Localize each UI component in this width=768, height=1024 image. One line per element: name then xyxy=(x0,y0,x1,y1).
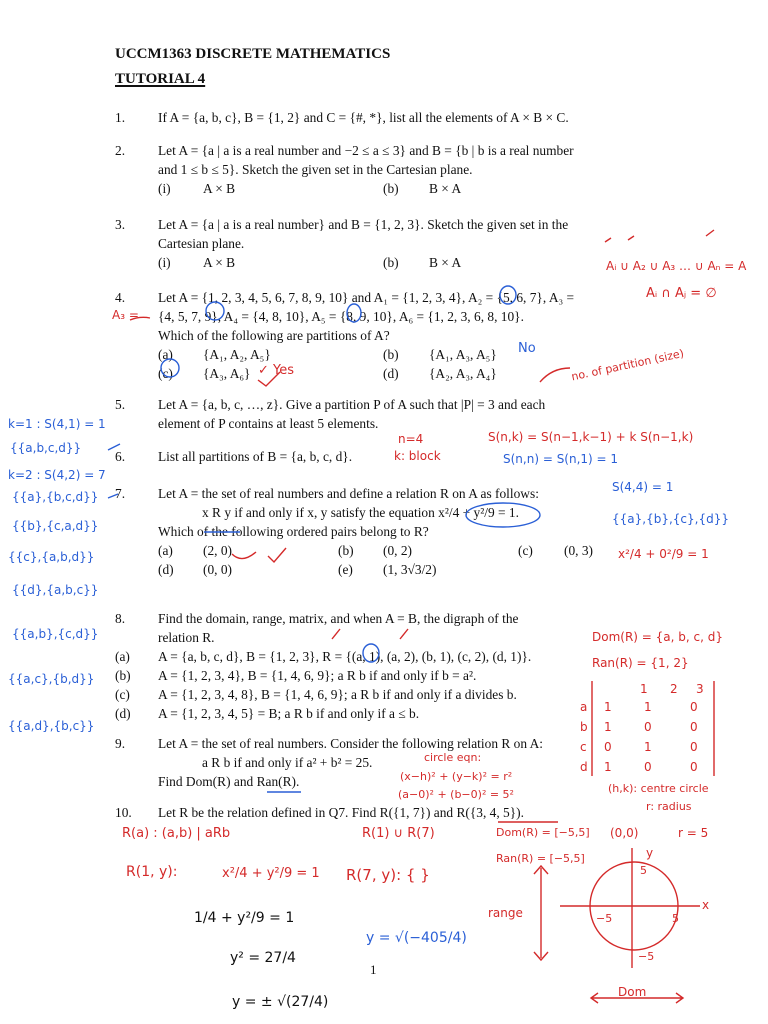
question-number: 6. xyxy=(115,449,126,464)
hw-range-label: range xyxy=(488,906,523,920)
question-text: Let A = the set of real numbers and define a relation R on A as follows: xyxy=(158,486,539,501)
hw-left-k1-set: {{a,b,c,d}} xyxy=(10,441,82,455)
hw-matrix-row-b-label: b xyxy=(580,720,588,734)
question-text: Cartesian plane. xyxy=(158,236,245,251)
option-text: (0, 0) xyxy=(203,562,233,577)
hw-q4-a3: A₃ = xyxy=(112,308,139,322)
hw-work-4: y = √(−405/4) xyxy=(366,930,467,946)
hw-work-1: 1/4 + y²/9 = 1 xyxy=(194,910,295,926)
tutorial-title: TUTORIAL 4 xyxy=(115,71,206,87)
option-label: (b) xyxy=(383,255,399,270)
option-label: (d) xyxy=(383,366,399,381)
hw-q6-n: n=4 xyxy=(398,432,424,446)
question-3 xyxy=(115,215,635,272)
question-6 xyxy=(115,447,635,466)
question-number: 10. xyxy=(115,805,132,820)
hw-dom-label: Dom xyxy=(618,985,647,999)
hw-s44-set: {{a},{b},{c},{d}} xyxy=(612,512,729,526)
hw-matrix-cell: 0 xyxy=(644,760,652,774)
hw-matrix-row-d-label: d xyxy=(580,760,588,774)
hw-q10-def: R(a) : (a,b) | aRb xyxy=(122,826,231,841)
sub-question-b xyxy=(115,666,635,685)
sub-label: (b) xyxy=(115,668,131,683)
hw-matrix-cell: 1 xyxy=(644,740,652,754)
hw-q9-eq1: (x−h)² + (y−k)² = r² xyxy=(400,770,513,783)
question-text: Find Dom(R) and Ran(R). xyxy=(158,774,300,789)
sub-label: (d) xyxy=(115,706,131,721)
question-number: 9. xyxy=(115,736,126,751)
hw-tick-left: −5 xyxy=(596,912,613,925)
sub-label: (a) xyxy=(115,649,130,664)
question-2 xyxy=(115,141,635,198)
question-number: 7. xyxy=(115,486,126,501)
option-row xyxy=(158,364,635,383)
hw-q5-note: no. of partition (size) xyxy=(570,346,686,384)
option-label: (b) xyxy=(383,181,399,196)
question-text: Let R be the relation defined in Q7. Find R({1, 7}) and R({3, 4, 5}). xyxy=(158,805,524,820)
hw-matrix-cell: 0 xyxy=(644,720,652,734)
hw-matrix-row-a-label: a xyxy=(580,700,588,714)
question-7 xyxy=(115,484,635,579)
sub-question-c xyxy=(115,685,635,704)
hw-q8-dom: Dom(R) = {a, b, c, d} xyxy=(592,630,723,644)
hw-work-3: y = ± √(27/4) xyxy=(232,994,329,1010)
question-5 xyxy=(115,395,635,433)
hw-q4-no: No xyxy=(518,341,536,356)
hw-left-k1: k=1 : S(4,1) = 1 xyxy=(8,417,106,431)
option-label: (c) xyxy=(518,543,533,558)
option-label: (c) xyxy=(158,366,173,381)
hw-matrix-cell: 0 xyxy=(690,760,698,774)
option-row xyxy=(158,179,635,198)
hw-work-2: y² = 27/4 xyxy=(230,950,296,966)
question-text: Find the domain, range, matrix, and when A = B, the digraph of the xyxy=(158,611,519,626)
option-row xyxy=(158,560,635,579)
question-text: x R y if and only if x, y satisfy the equation x²/4 + y²/9 = 1. xyxy=(202,505,519,520)
hw-q10-r1-eq: x²/4 + y²/9 = 1 xyxy=(222,866,320,881)
hw-matrix-row-c-label: c xyxy=(580,740,587,754)
option-text: {A₃, A₆} xyxy=(203,366,251,381)
option-text: B × A xyxy=(429,181,462,196)
hw-q10-r7: R(7, y): { } xyxy=(346,866,430,884)
hw-q9-r5: r = 5 xyxy=(678,826,709,840)
question-text: relation R. xyxy=(158,630,215,645)
hw-left-set-1: {{a},{b,c,d}} xyxy=(12,490,99,504)
hw-tick-bottom: −5 xyxy=(638,950,655,963)
question-9 xyxy=(115,734,635,791)
hw-stirling-base: S(n,n) = S(n,1) = 1 xyxy=(503,452,619,466)
hw-matrix-col-2: 2 xyxy=(670,682,678,696)
question-number: 5. xyxy=(115,397,126,412)
hw-matrix-cell: 0 xyxy=(690,700,698,714)
sub-question-d xyxy=(115,704,635,723)
sub-text: A = {1, 2, 3, 4, 8}, B = {1, 4, 6, 9}; a R b if and only if a divides b. xyxy=(158,687,517,702)
hw-q4-yes: ✓ Yes xyxy=(258,363,295,378)
hw-matrix-cell: 1 xyxy=(604,760,612,774)
option-row xyxy=(158,541,635,560)
hw-stirling-recurrence: S(n,k) = S(n−1,k−1) + k S(n−1,k) xyxy=(488,430,694,444)
question-text: element of P contains at least 5 elements. xyxy=(158,416,379,431)
hw-matrix-cell: 0 xyxy=(690,740,698,754)
option-text: (0, 3) xyxy=(564,543,594,558)
hw-matrix-cell: 1 xyxy=(644,700,652,714)
hw-q9-origin: (0,0) xyxy=(610,826,639,840)
question-text: Let A = {a, b, c, …, z}. Give a partition P of A such that |P| = 3 and each xyxy=(158,397,546,412)
option-label: (a) xyxy=(158,347,173,362)
course-title: UCCM1363 DISCRETE MATHEMATICS xyxy=(115,46,391,62)
hw-left-set-6: {{a,c},{b,d}} xyxy=(8,672,95,686)
option-row xyxy=(158,345,635,364)
question-8 xyxy=(115,609,635,723)
hw-q4-intersection: Aᵢ ∩ Aⱼ = ∅ xyxy=(646,286,717,301)
option-label: (b) xyxy=(338,543,354,558)
question-number: 3. xyxy=(115,217,126,232)
sub-question-a xyxy=(115,647,635,666)
question-number: 2. xyxy=(115,143,126,158)
hw-q9-radius: r: radius xyxy=(646,800,692,813)
question-4 xyxy=(115,288,635,383)
option-label: (i) xyxy=(158,255,171,270)
hw-q6-k: k: block xyxy=(394,449,441,463)
hw-q4-union: Aᵢ ∪ A₂ ∪ A₃ … ∪ Aₙ = A xyxy=(606,259,747,273)
hw-left-set-2: {{b},{c,a,d}} xyxy=(12,519,99,533)
question-text: Let A = {a | a is a real number and −2 ≤ a ≤ 3} and B = {b | b is a real number xyxy=(158,143,574,158)
hw-matrix-cell: 1 xyxy=(604,700,612,714)
option-text: A × B xyxy=(203,181,236,196)
option-text: (2, 0) xyxy=(203,543,233,558)
sub-text: A = {a, b, c, d}, B = {1, 2, 3}, R = {(a, 1), (a, 2), (b, 1), (c, 2), (d, 1)}. xyxy=(158,649,532,664)
hw-s44: S(4,4) = 1 xyxy=(612,480,674,494)
hw-matrix-cell: 0 xyxy=(690,720,698,734)
question-text: and 1 ≤ b ≤ 5}. Sketch the given set in the Cartesian plane. xyxy=(158,162,473,177)
option-label: (d) xyxy=(158,562,174,577)
hw-q9-ran: Ran(R) = [−5,5] xyxy=(496,852,585,865)
question-text: Which of the following ordered pairs belong to R? xyxy=(158,524,429,539)
sub-text: A = {1, 2, 3, 4}, B = {1, 4, 6, 9}; a R b if and only if b = a². xyxy=(158,668,477,683)
question-text: Let A = {1, 2, 3, 4, 5, 6, 7, 8, 9, 10} and A₁ = {1, 2, 3, 4}, A₂ = {5, 6, 7}, A₃ = xyxy=(158,290,575,305)
option-label: (i) xyxy=(158,181,171,196)
question-text: Let A = the set of real numbers. Consider the following relation R on A: xyxy=(158,736,544,751)
hw-tick-right: 5 xyxy=(672,912,679,925)
option-label: (b) xyxy=(383,347,399,362)
hw-q10-r1: R(1, y): xyxy=(126,864,178,880)
hw-matrix-cell: 1 xyxy=(604,720,612,734)
hw-left-set-7: {{a,d},{b,c}} xyxy=(8,719,95,733)
hw-q9-circle: circle eqn: xyxy=(424,751,482,764)
question-text: a R b if and only if a² + b² = 25. xyxy=(202,755,373,770)
option-row xyxy=(158,253,635,272)
hw-q9-dom: Dom(R) = [−5,5] xyxy=(496,826,590,839)
hw-q7-eq: x²/4 + 0²/9 = 1 xyxy=(618,547,709,561)
question-text: List all partitions of B = {a, b, c, d}. xyxy=(158,449,353,464)
question-number: 4. xyxy=(115,290,126,305)
option-label: (a) xyxy=(158,543,173,558)
option-text: (0, 2) xyxy=(383,543,413,558)
question-10 xyxy=(115,803,635,822)
sub-label: (c) xyxy=(115,687,130,702)
hw-q8-ran: Ran(R) = {1, 2} xyxy=(592,656,689,670)
question-number: 8. xyxy=(115,611,126,626)
hw-matrix-cell: 0 xyxy=(604,740,612,754)
option-text: {A₁, A₂, A₅} xyxy=(203,347,271,362)
question-text: Which of the following are partitions of A? xyxy=(158,328,390,343)
hw-q10-union: R(1) ∪ R(7) xyxy=(362,826,435,841)
option-text: A × B xyxy=(203,255,236,270)
hw-q9-eq2: (a−0)² + (b−0)² = 5² xyxy=(398,788,514,801)
hw-left-set-4: {{d},{a,b,c}} xyxy=(12,583,99,597)
option-text: B × A xyxy=(429,255,462,270)
option-text: {A₁, A₃, A₅} xyxy=(429,347,497,362)
option-label: (e) xyxy=(338,562,353,577)
hw-left-set-5: {{a,b},{c,d}} xyxy=(12,627,99,641)
question-text: Let A = {a | a is a real number} and B = {1, 2, 3}. Sketch the given set in the xyxy=(158,217,569,232)
hw-left-set-3: {{c},{a,b,d}} xyxy=(8,550,95,564)
hw-tick-top: 5 xyxy=(640,864,647,877)
hw-matrix-col-3: 3 xyxy=(696,682,704,696)
sub-text: A = {1, 2, 3, 4, 5} = B; a R b if and only if a ≤ b. xyxy=(158,706,420,721)
hw-q9-center: (h,k): centre circle xyxy=(608,782,709,795)
hw-axis-x: x xyxy=(702,898,710,912)
question-number: 1. xyxy=(115,110,126,125)
question-1 xyxy=(115,108,635,127)
option-text: (1, 3√3/2) xyxy=(383,562,437,577)
question-text: {4, 5, 7, 9}, A₄ = {4, 8, 10}, A₅ = {8, 9, 10}, A₆ = {1, 2, 3, 6, 8, 10}. xyxy=(158,309,524,324)
hw-left-k2: k=2 : S(4,2) = 7 xyxy=(8,468,106,482)
page-number: 1 xyxy=(370,962,377,977)
option-text: {A₂, A₃, A₄} xyxy=(429,366,497,381)
hw-axis-y: y xyxy=(646,846,654,860)
question-text: If A = {a, b, c}, B = {1, 2} and C = {#, *}, list all the elements of A × B × C. xyxy=(158,110,569,125)
hw-matrix-col-1: 1 xyxy=(640,682,648,696)
